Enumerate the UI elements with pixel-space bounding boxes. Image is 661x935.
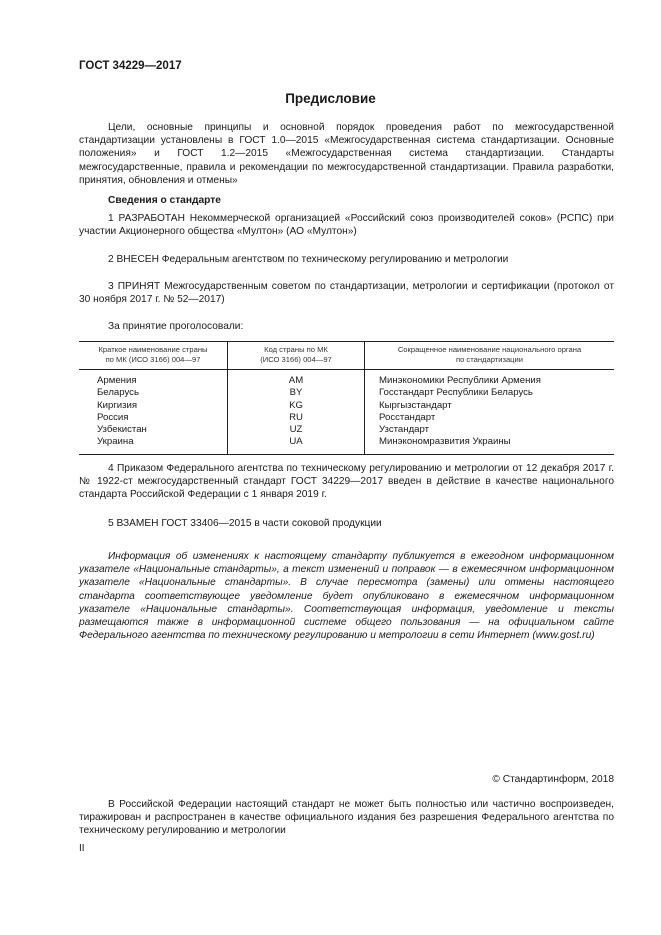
item-adopted bbox=[79, 280, 614, 306]
country-name: Армения bbox=[97, 375, 137, 386]
table-header-code bbox=[228, 342, 365, 370]
header-organ-line1: Сокращенное наименование национального органа bbox=[397, 345, 582, 354]
reproduction-notice bbox=[79, 798, 614, 838]
table-row bbox=[79, 436, 614, 454]
country-code: RU bbox=[228, 412, 365, 424]
page-number: II bbox=[79, 843, 85, 854]
item-replaces bbox=[79, 517, 614, 530]
info-notice-text: Информация об изменениях к настоящему стандарту публикуется в ежегодном информационном указателе «Национальные стандарты», а текст изменений и поправок — в ежемесячном информационном указателе «Национальные стандарты». В случае пересмотра (замены) или отмены настоящего стандарта соответствующее уведомление будет опубликовано в ежемесячном информационном указателе «Национальные стандарты». Соответствующая информация, уведомление и тексты размещаются также в информационной системе общего пользования — на официальном сайте Федерального агентства по техническому регулированию и метрологии в сети Интернет (www.gost.ru) bbox=[79, 551, 614, 642]
item-submitted bbox=[79, 253, 614, 266]
item-adopted-text: 3 ПРИНЯТ Межгосударственным советом по стандартизации, метрологии и сертификации (протокол от 30 ноября 2017 г. № 52—2017) bbox=[79, 281, 614, 306]
national-body: Кыргызстандарт bbox=[365, 400, 615, 412]
country-code: UZ bbox=[228, 424, 365, 436]
table-row bbox=[79, 424, 614, 436]
reproduction-notice-text: В Российской Федерации настоящий стандарт не может быть полностью или частично воспроизведен, тиражирован и распространен в качестве официального издания без разрешения Федерального агентства по техническому регулированию и метрологии bbox=[79, 799, 614, 837]
page-title: Предисловие bbox=[285, 91, 376, 106]
item-submitted-text: 2 ВНЕСЕН Федеральным агентством по техническому регулированию и метрологии bbox=[108, 254, 509, 265]
country-code: BY bbox=[228, 387, 365, 399]
country-code: AM bbox=[228, 370, 365, 388]
intro-text: Цели, основные принципы и основной порядок проведения работ по межгосударственной стандартизации установлены в ГОСТ 1.0—2015 «Межгосударственная система стандартизации. Основные положения» и ГОСТ 1.2—2015 «Межгосударственная система стандартизации. Стандарты межгосударственные, правила и рекомендации по межгосударственной стандартизации. Правила разработки, принятия, обновления и отмены» bbox=[79, 122, 614, 186]
country-name: Россия bbox=[97, 411, 129, 423]
table-row bbox=[79, 412, 614, 424]
intro-paragraph bbox=[79, 121, 614, 187]
table-header-row bbox=[79, 342, 614, 370]
item-developed-text: 1 РАЗРАБОТАН Некоммерческой организацией «Российский союз производителей соков» (РСПС) при участии Акционерного общества «Мултон» (АО «Мултон») bbox=[79, 213, 614, 238]
country-name: Украина bbox=[79, 436, 228, 454]
national-body: Узстандарт bbox=[365, 424, 615, 436]
table-row bbox=[79, 370, 614, 388]
country-name: Узбекистан bbox=[97, 424, 147, 436]
item-developed bbox=[79, 212, 614, 238]
country-code: UA bbox=[228, 436, 365, 454]
header-code-line1: Код страны по МК bbox=[264, 345, 328, 354]
item-enacted-text: 4 Приказом Федерального агентства по техническому регулированию и метрологии от 12 декабря 2017 г. № 1922-ст межгосударственный стандарт ГОСТ 34229—2017 введен в действие в качестве национального стандарта Российской Федерации с 1 января 2019 г. bbox=[79, 463, 614, 501]
national-body: Минэкономразвития Украины bbox=[365, 436, 615, 454]
voting-countries-table bbox=[79, 341, 614, 455]
section-subheading: Сведения о стандарте bbox=[108, 195, 221, 206]
table-header-country bbox=[79, 342, 228, 370]
country-name: Киргизия bbox=[97, 399, 138, 411]
country-name: Беларусь bbox=[97, 387, 139, 399]
header-country-line1: Краткое наименование страны bbox=[98, 345, 208, 354]
table-header-organ bbox=[365, 342, 615, 370]
country-code: KG bbox=[228, 400, 365, 412]
vote-label: За принятие проголосовали: bbox=[108, 321, 244, 332]
header-code-line2: (ИСО 3166) 004—97 bbox=[260, 355, 332, 364]
national-body: Минэкономики Республики Армения bbox=[365, 370, 615, 388]
table-row bbox=[79, 387, 614, 399]
item-replaces-text: 5 ВЗАМЕН ГОСТ 33406—2015 в части соковой продукции bbox=[108, 518, 382, 529]
table-row bbox=[79, 400, 614, 412]
item-enacted bbox=[79, 462, 614, 502]
document-code: ГОСТ 34229—2017 bbox=[79, 60, 182, 72]
header-country-line2: по МК (ИСО 3166) 004—97 bbox=[105, 355, 201, 364]
info-notice bbox=[79, 550, 614, 642]
header-organ-line2: по стандартизации bbox=[455, 355, 524, 364]
copyright: © Стандартинформ, 2018 bbox=[492, 774, 614, 785]
national-body: Росстандарт bbox=[365, 412, 615, 424]
national-body: Госстандарт Республики Беларусь bbox=[365, 387, 615, 399]
